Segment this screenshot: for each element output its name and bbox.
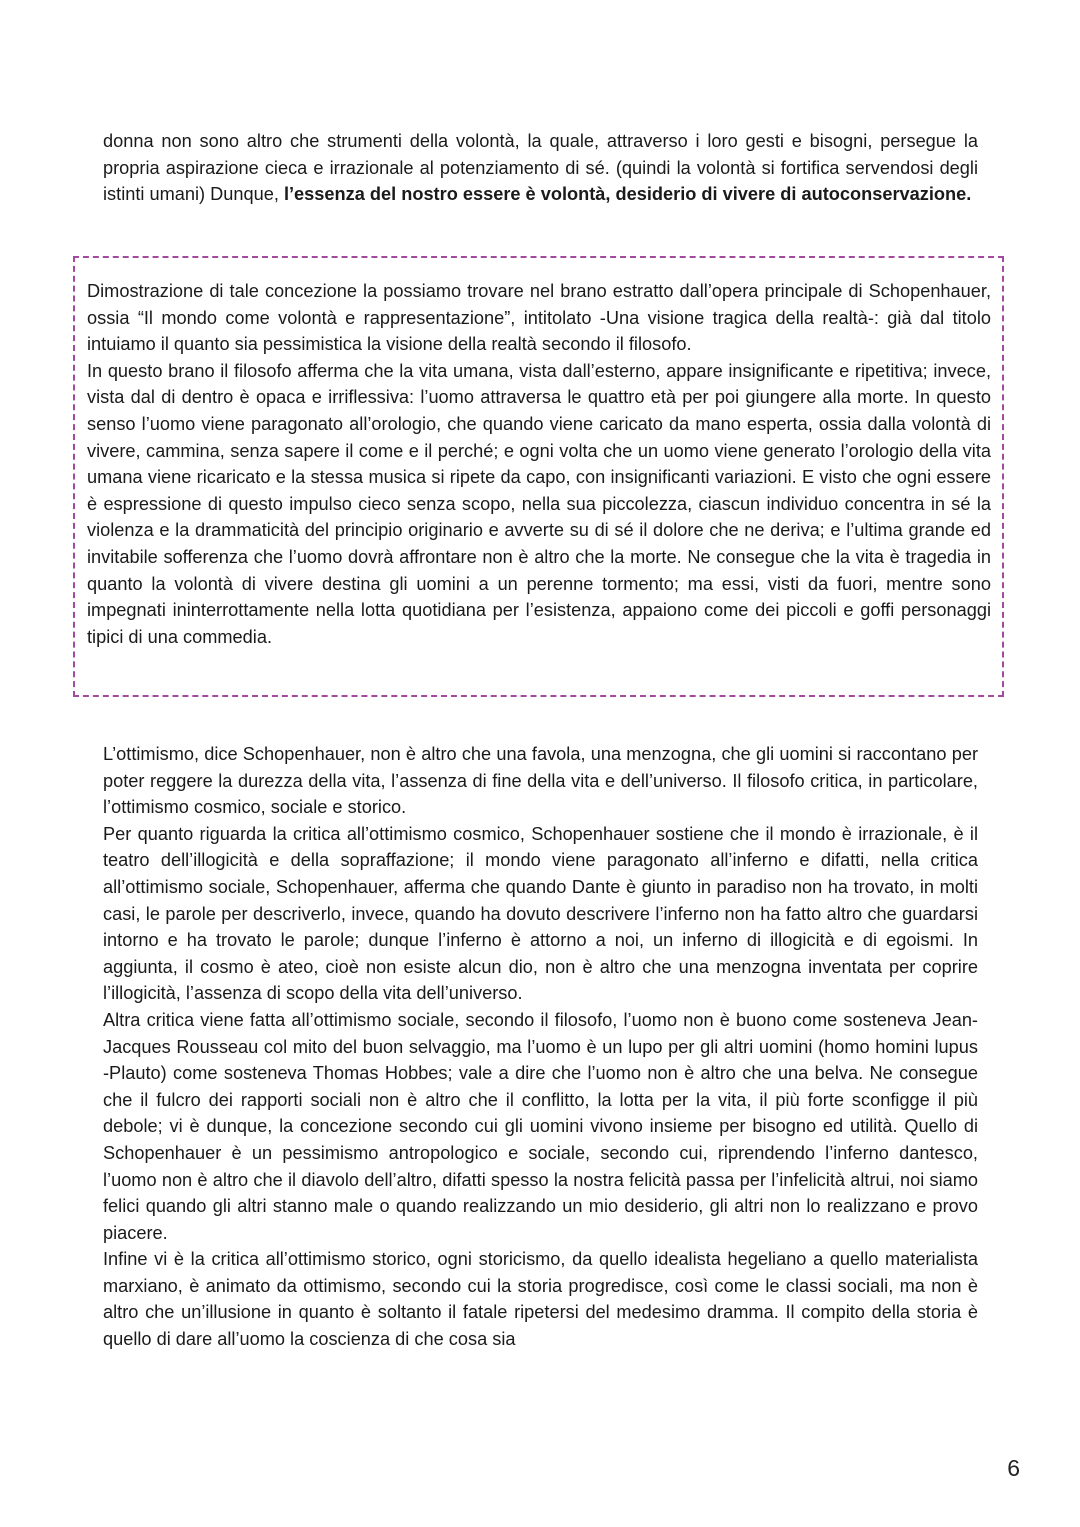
body-paragraph-1: L’ottimismo, dice Schopenhauer, non è altro che una favola, una menzogna, che gli uomini si raccontano per poter reggere la durezza della vita, l’assenza di fine della vita e dell’universo. Il filosofo critica, in particolare, l’ottimismo cosmico, sociale e storico. xyxy=(103,744,978,818)
body-paragraph-3: Altra critica viene fatta all’ottimismo sociale, secondo il filosofo, l’uomo non è buono come sosteneva Jean-Jacques Rousseau col mito del buon selvaggio, ma l’uomo è un lupo per gli altri uomini (homo homini lupus -Plauto) come sosteneva Thomas Hobbes; vale a dire che l’uomo non è altro che una belva. Ne consegue che il fulcro dei rapporti sociali non è altro che il conflitto, la lotta per la vita, il più forte sconfigge il più debole; vi è dunque, la concezione secondo cui gli uomini vivono insieme per bisogno ed utilità. Quello di Schopenhauer è un pessimismo antropologico e sociale, secondo cui, riprendendo l’inferno dantesco, l’uomo non è altro che il diavolo dell’altro, difatti spesso la nostra felicità passa per l’infelicità altrui, noi siamo felici quando gli altri stanno male o quando realizzando un mio desiderio, gli altri non lo realizzano e provo piacere. xyxy=(103,1009,978,1243)
intro-section xyxy=(103,128,978,208)
framed-paragraph-1: Dimostrazione di tale concezione la possiamo trovare nel brano estratto dall’opera principale di Schopenhauer, ossia “Il mondo come volontà e rappresentazione”, intitolato -Una visione tragica della realtà-: già dal titolo intuiamo il quanto sia pessimistica la visione della realtà secondo il filosofo. xyxy=(87,281,991,355)
framed-paragraph-2: In questo brano il filosofo afferma che la vita umana, vista dall’esterno, appare insignificante e ripetitiva; invece, vista dal di dentro è opaca e irriflessiva: l’uomo attraversa le quattro età per poi giungere alla morte. In questo senso l’uomo viene paragonato all’orologio, che quando viene caricato da mano esperta, ossia dalla volontà di vivere, cammina, senza sapere il come e il perché; e ogni volta che un uomo viene generato l’orologio della vita umana viene ricaricato e la stessa musica si ripete da capo, con insignificanti variazioni. E visto che ogni essere è espressione di questo impulso cieco senza scopo, nella sua piccolezza, ciascun individuo concentra in sé la violenza e la drammaticità del principio originario e avverte su di sé il dolore che ne deriva; e l’ultima grande ed invitabile sofferenza che l’uomo dovrà affrontare non è altro che la morte. Ne consegue che la vita è tragedia in quanto la volontà di vivere destina gli uomini a un perenne tormento; ma essi, visti da fuori, mentre sono impegnati ininterrottamente nella lotta quotidiana per l’esistenza, appaiono come dei piccoli e goffi personaggi tipici di una commedia. xyxy=(87,360,991,647)
intro-lead-text: donna non sono altro che strumenti della volontà, la quale, attraverso i loro gesti e bisogni, persegue la propria aspirazione cieca e irrazionale al potenziamento di sé. (quindi la volontà si fortifica servendosi degli istinti umani) Dunque, xyxy=(103,131,978,205)
body-paragraph-2: Per quanto riguarda la critica all’ottimismo cosmico, Schopenhauer sostiene che il mondo è irrazionale, è il teatro dell’illogicità e della sopraffazione; il mondo viene paragonato all’inferno e difatti, nella critica all’ottimismo sociale, Schopenhauer, afferma che quando Dante è giunto in paradiso non ha trovato, in molti casi, le parole per descriverlo, invece, quando ha dovuto descrivere l’inferno non ha fatto altro che guardarsi intorno e ha trovato le parole; dunque l’inferno è attorno a noi, un inferno di illogicità e di egoismi. In aggiunta, il cosmo è ateo, cioè non esiste alcun dio, non è altro che una menzogna inventata per coprire l’illogicità, l’assenza di scopo della vita dell’universo. xyxy=(103,823,978,1004)
page-number: 6 xyxy=(1007,1455,1020,1481)
intro-paragraph xyxy=(103,128,978,208)
intro-emphasis-text: l’essenza del nostro essere è volontà, desiderio di vivere di autoconservazione. xyxy=(283,184,972,205)
body-section xyxy=(103,741,978,1353)
framed-excerpt-box xyxy=(73,256,1004,697)
framed-excerpt-content xyxy=(87,278,991,650)
body-paragraph-4: Infine vi è la critica all’ottimismo storico, ogni storicismo, da quello idealista hegeliano a quello materialista marxiano, è animato da ottimismo, secondo cui la storia progredisce, così come le classi sociali, ma non è altro che un’illusione in quanto è soltanto il fatale ripetersi del medesimo dramma. Il compito della storia è quello di dare all’uomo la coscienza di che cosa sia xyxy=(103,1249,978,1350)
